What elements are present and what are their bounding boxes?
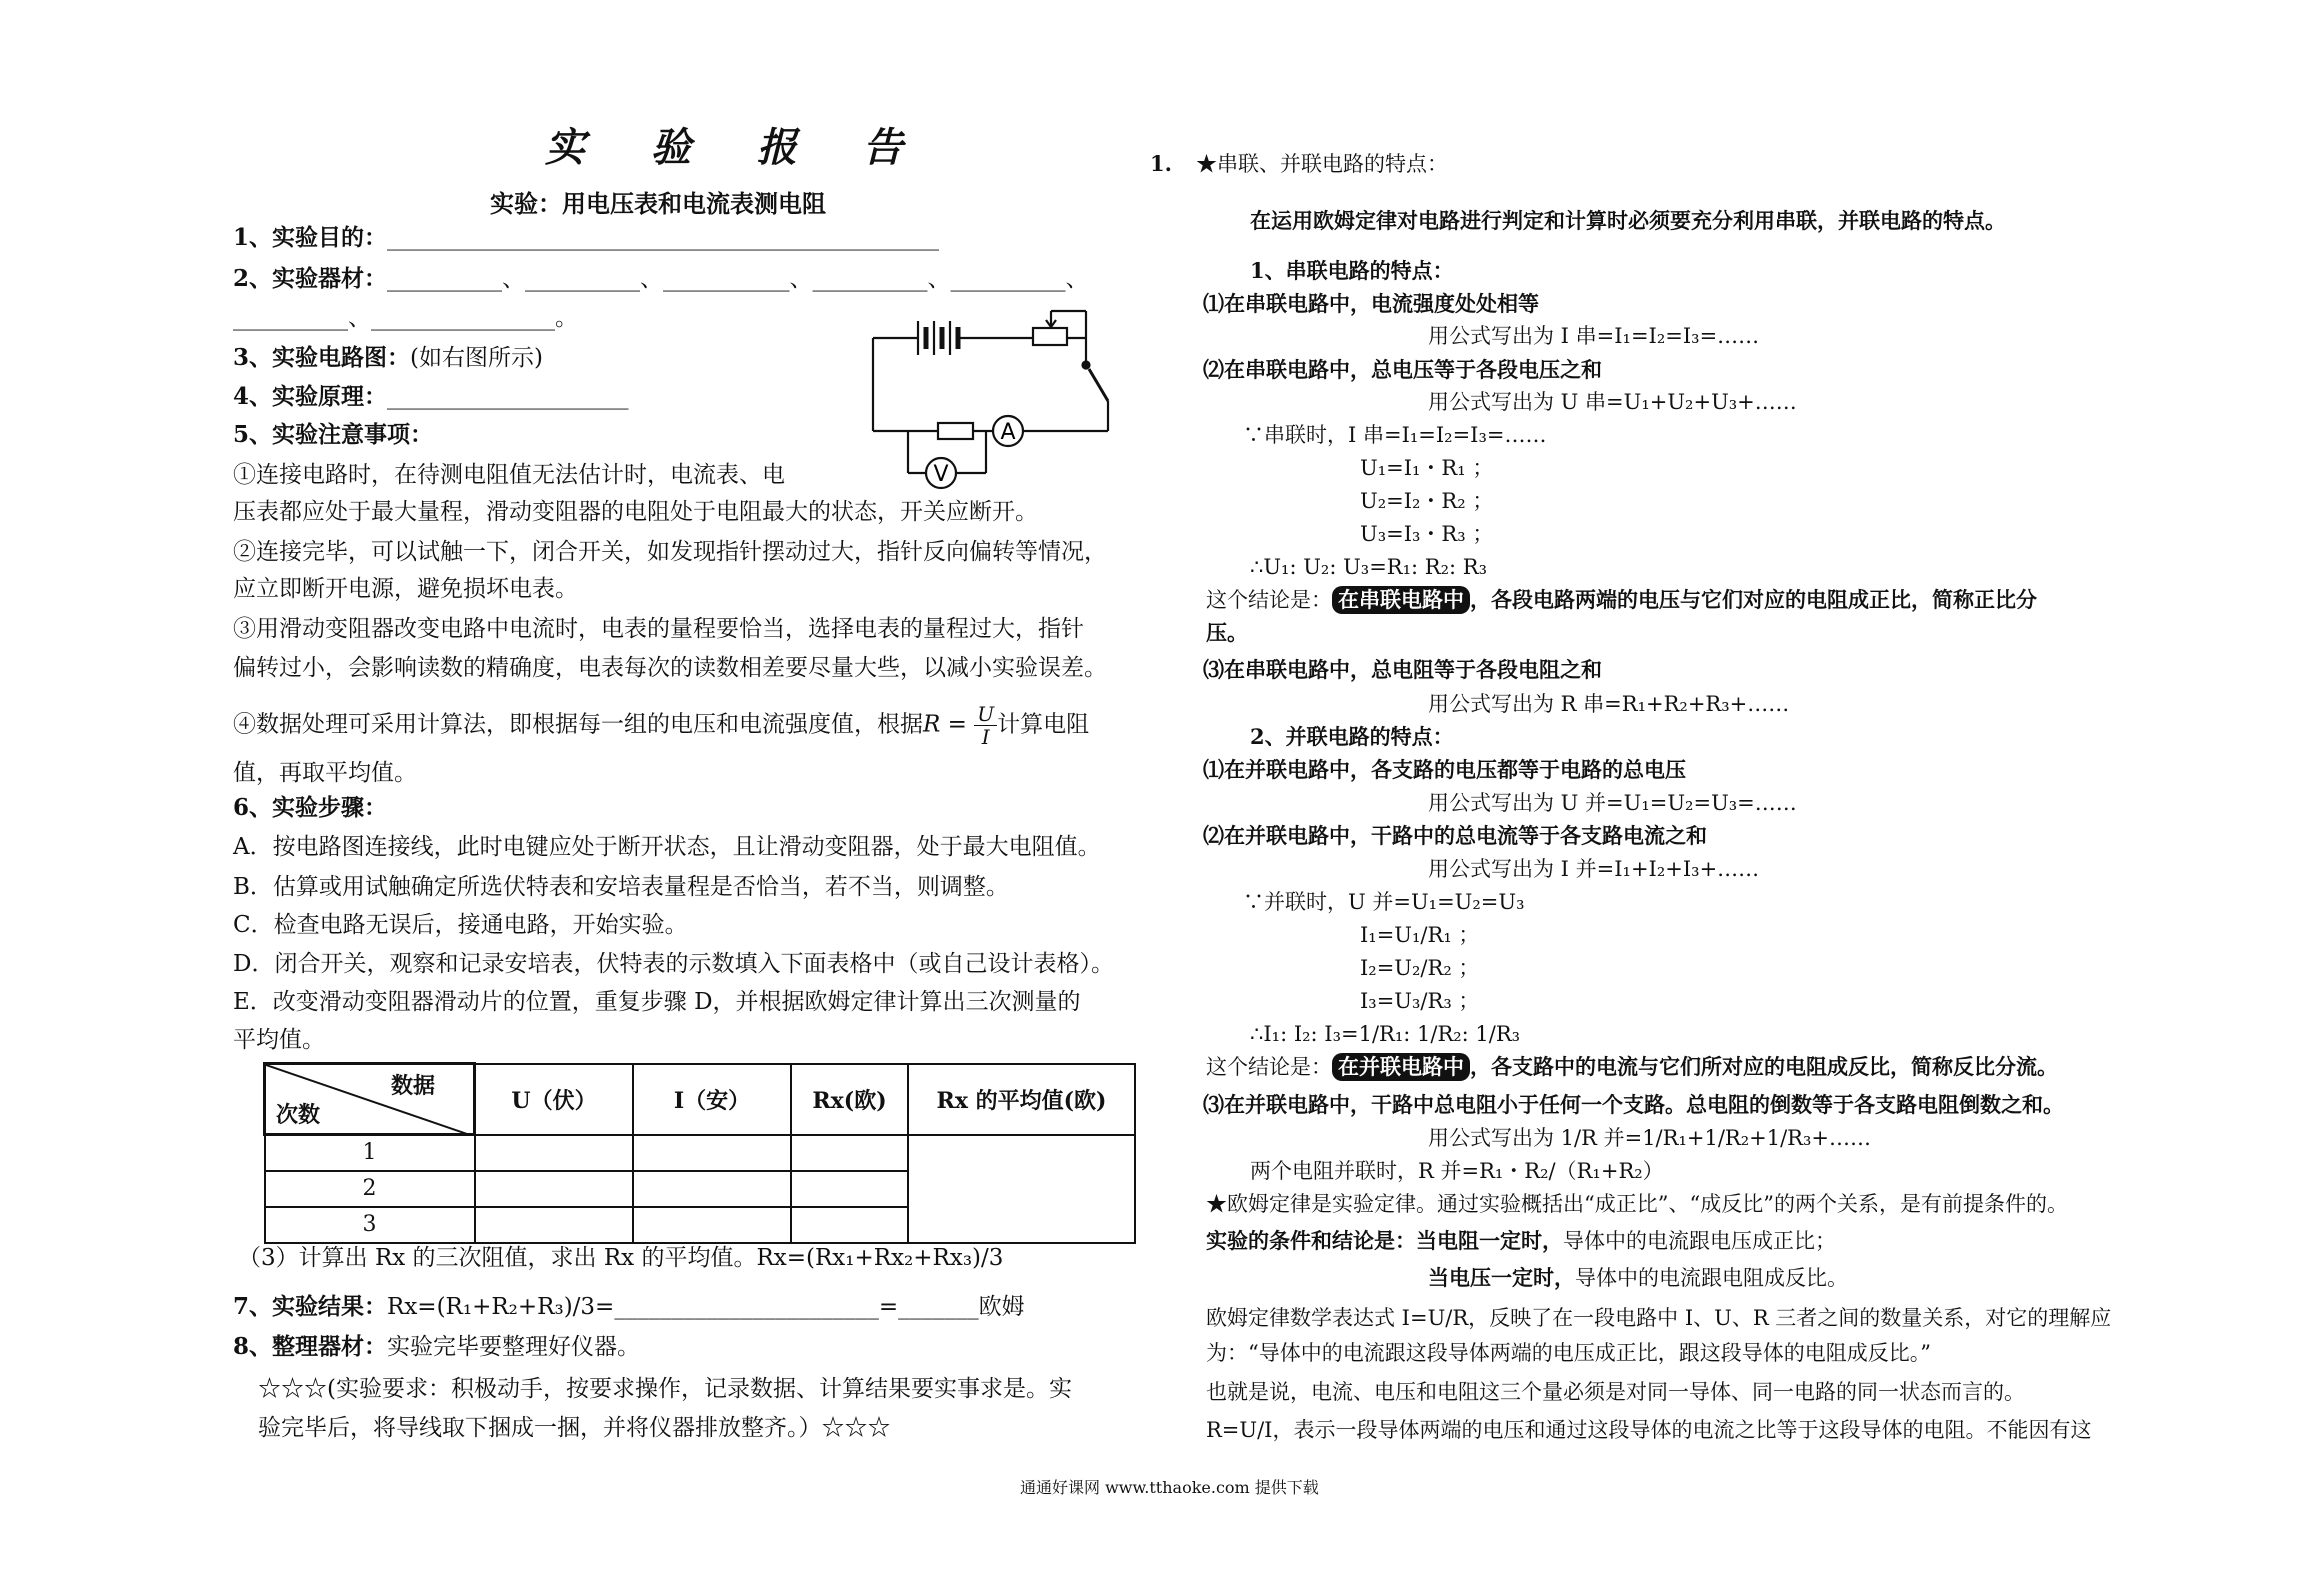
step-c: C．检查电路无误后，接通电路，开始实验。 [233,912,688,938]
note-1b: 压表都应处于最大量程，滑动变阻器的电阻处于电阻最大的状态，开关应断开。 [233,499,1038,525]
step-a: A．按电路图连接线，此时电键应处于断开状态，且让滑动变阻器，处于最大电阻值。 [233,834,1101,860]
header-rx: Rx(欧) [791,1064,908,1135]
cell-i-1[interactable] [633,1135,791,1171]
item-7-text: Rx=(R₁+R₂+R₃)/3=_______________________=_______欧姆 [387,1294,1025,1320]
item-1-blank: ________________________________________________ [387,225,940,251]
experiment-subtitle: 实验：用电压表和电流表测电阻 [490,189,826,218]
series-3-formula: 用公式写出为 R 串=R₁+R₂+R₃+…… [1428,692,1790,716]
item-4-blank: _____________________ [387,384,629,410]
series-conclusion-pre: 这个结论是： [1206,588,1332,612]
item-4 [233,382,629,412]
series-u2: U₂=I₂・R₂ ； [1360,489,1494,513]
parallel-therefore: ∴I₁: I₂: I₃=1/R₁: 1/R₂: 1/R₃ [1250,1022,1521,1046]
corner-bottom-label: 次数 [276,1102,321,1128]
formula-fraction [974,703,997,748]
cell-rx-2[interactable] [791,1171,908,1207]
parallel-title: 2、并联电路的特点： [1250,724,1454,749]
note-3a: ③用滑动变阻器改变电路中电流时，电表的量程要恰当，选择电表的量程过大，指针 [233,616,1084,642]
cell-u-1[interactable] [475,1135,634,1171]
note-2b: 应立即断开电源，避免损坏电表。 [233,576,578,602]
series-3: ⑶在串联电路中，总电阻等于各段电阻之和 [1203,657,1602,682]
ohm-line-3 [1428,1264,1848,1292]
parallel-highlight: 在并联电路中 [1332,1053,1470,1081]
ohm-line-2-text: 导体中的电流跟电压成正比； [1563,1229,1836,1253]
cell-u-3[interactable] [475,1207,634,1243]
series-conclusion-post: ，各段电路两端的电压与它们对应的电阻成正比，简称正比分 [1470,587,2037,612]
cell-u-2[interactable] [475,1171,634,1207]
note-1a: ①连接电路时，在待测电阻值无法估计时，电流表、电 [233,462,785,488]
step-e: E．改变滑动变阻器滑动片的位置，重复步骤 D，并根据欧姆定律计算出三次测量的 [233,989,1081,1015]
item-2-label: 2、实验器材： [233,265,388,292]
parallel-3: ⑶在并联电路中，干路中总电阻小于任何一个支路。总电阻的倒数等于各支路电阻倒数之和。 [1203,1092,2064,1117]
step-d: D．闭合开关，观察和记录安培表，伏特表的示数填入下面表格中（或自己设计表格）。 [233,951,1114,977]
parallel-3-formula: 用公式写出为 1/R 并=1/R₁+1/R₂+1/R₃+…… [1428,1126,1871,1150]
formula-numerator: U [974,703,997,726]
parallel-i3: I₃=U₃/R₃ ； [1360,989,1480,1013]
corner-top-label: 数据 [390,1073,435,1099]
parallel-3-two: 两个电阻并联时，R 并=R₁・R₂/（R₁+R₂） [1250,1159,1664,1183]
parallel-i1: I₁=U₁/R₁ ； [1360,923,1480,947]
cell-i-2[interactable] [633,1171,791,1207]
section-heading: ★串联、并联电路的特点： [1196,152,1448,176]
page-title: 实 验 报 告 [545,124,929,171]
item-3-text: (如右图所示) [410,345,543,371]
step-e-cont: 平均值。 [233,1027,325,1053]
cell-i-3[interactable] [633,1207,791,1243]
ohm-line-4: 欧姆定律数学表达式 I=U/R，反映了在一段电路中 I、U、R 三者之间的数量关系，对它的理解应 [1206,1306,2112,1330]
step-b: B．估算或用试触确定所选伏特表和安培表量程是否恰当，若不当，则调整。 [233,874,1009,900]
note-4b: 值，再取平均值。 [233,760,417,786]
item-8-label: 8、整理器材： [233,1333,388,1360]
series-2-formula: 用公式写出为 U 串=U₁+U₂+U₃+…… [1428,390,1797,414]
ohm-line-3-bold: 当电压一定时， [1428,1265,1575,1290]
ohm-line-6: 也就是说，电流、电压和电阻这三个量必须是对同一导体、同一电路的同一状态而言的。 [1206,1380,2025,1404]
parallel-conclusion-post: ，各支路中的电流与它们所对应的电阻成反比，简称反比分流。 [1470,1054,2058,1079]
voltmeter-label: V [933,462,949,487]
item-2-blank: __________、__________、___________、__________、__________、 [387,266,1089,292]
requirement-1: ☆☆☆(实验要求：积极动手，按要求操作，记录数据、计算结果要实事求是。实 [258,1376,1072,1402]
item-8-text: 实验完毕要整理好仪器。 [387,1334,641,1360]
series-conclusion [1206,586,2037,614]
parallel-2-formula: 用公式写出为 I 并=I₁+I₂+I₃+…… [1428,857,1760,881]
item-2 [233,264,1089,294]
series-title: 1、串联电路的特点： [1250,258,1454,283]
ammeter-label: A [1000,420,1016,445]
page-footer: 通通好课网 www.tthaoke.com 提供下载 [1020,1478,1319,1497]
ohm-line-1: ★欧姆定律是实验定律。通过实验概括出“成正比”、“成反比”的两个关系，是有前提条件的。 [1206,1192,2068,1216]
parallel-i2: I₂=U₂/R₂ ； [1360,956,1480,980]
series-conclusion-end: 压。 [1206,620,1248,645]
ohm-line-2 [1206,1227,1836,1255]
intro-text: 在运用欧姆定律对电路进行判定和计算时必须要充分利用串联，并联电路的特点。 [1250,208,2006,233]
ohm-line-2-bold: 实验的条件和结论是：当电阻一定时， [1206,1228,1563,1253]
cell-rx-1[interactable] [791,1135,908,1171]
parallel-conclusion-pre: 这个结论是： [1206,1055,1332,1079]
series-because: ∵串联时，I 串=I₁=I₂=I₃=…… [1243,423,1547,447]
series-u1: U₁=I₁・R₁ ； [1360,456,1494,480]
circuit-diagram [868,303,1118,498]
parallel-because: ∵并联时，U 并=U₁=U₂=U₃ [1243,890,1525,914]
header-i: I（安） [633,1064,791,1135]
item-1 [233,223,939,253]
ohm-line-7: R=U/I，表示一段导体两端的电压和通过这段导体的电流之比等于这段导体的电阻。不能因有这 [1206,1418,2092,1442]
requirement-2: 验完毕后，将导线取下捆成一捆，并将仪器排放整齐。）☆☆☆ [258,1415,891,1441]
parallel-1-formula: 用公式写出为 U 并=U₁=U₂=U₃=…… [1428,791,1797,815]
series-u3: U₃=I₃・R₃ ； [1360,522,1494,546]
item-3-label: 3、实验电路图： [233,344,411,371]
formula-denominator: I [981,725,990,749]
header-rx-avg: Rx 的平均值(欧) [908,1064,1135,1135]
item-4-label: 4、实验原理： [233,383,388,410]
item-2-blank-cont: __________、________________。 [233,305,578,331]
data-table [263,1062,1136,1244]
row-2-label: 2 [265,1171,475,1207]
note-3b: 偏转过小，会影响读数的精确度，电表每次的读数相差要尽量大些，以减小实验误差。 [233,655,1107,681]
item-8 [233,1332,640,1362]
header-u: U（伏） [475,1064,634,1135]
calc-note: （3）计算出 Rx 的三次阻值，求出 Rx 的平均值。Rx=(Rx₁+Rx₂+Rx₃)/3 [238,1245,1004,1271]
note-4a-tail: 计算电阻 [997,711,1090,738]
parallel-conclusion [1206,1053,2058,1081]
series-therefore: ∴U₁: U₂: U₃=R₁: R₂: R₃ [1250,555,1487,579]
parallel-1: ⑴在并联电路中，各支路的电压都等于电路的总电压 [1203,757,1686,782]
note-2a: ②连接完毕，可以试触一下，闭合开关，如发现指针摆动过大，指针反向偏转等情况， [233,539,1107,565]
cell-rx-3[interactable] [791,1207,908,1243]
series-1-formula: 用公式写出为 I 串=I₁=I₂=I₃=…… [1428,324,1760,348]
table-corner [265,1064,475,1135]
cell-rx-avg[interactable] [908,1135,1135,1243]
ohm-line-3-text: 导体中的电流跟电阻成反比。 [1575,1266,1848,1290]
item-1-label: 1、实验目的： [233,224,388,251]
ohm-line-5: 为：“导体中的电流跟这段导体两端的电压成正比，跟这段导体的电阻成反比。” [1206,1341,1931,1365]
parallel-2: ⑵在并联电路中，干路中的总电流等于各支路电流之和 [1203,823,1707,848]
series-2: ⑵在串联电路中，总电压等于各段电压之和 [1203,357,1602,382]
note-4a [233,703,1089,748]
series-1: ⑴在串联电路中，电流强度处处相等 [1203,291,1539,316]
note-4a-text: ④数据处理可采用计算法，即根据每一组的电压和电流强度值，根据 [233,711,923,738]
item-3 [233,343,543,373]
item-7-label: 7、实验结果： [233,1293,388,1320]
item-7 [233,1292,1025,1322]
row-3-label: 3 [265,1207,475,1243]
formula-lhs: R = [923,711,967,738]
section-number: 1. [1150,151,1172,176]
series-highlight: 在串联电路中 [1332,586,1470,614]
item-5-label: 5、实验注意事项： [233,421,434,448]
row-1-label: 1 [265,1135,475,1171]
item-6-label: 6、实验步骤： [233,794,388,821]
